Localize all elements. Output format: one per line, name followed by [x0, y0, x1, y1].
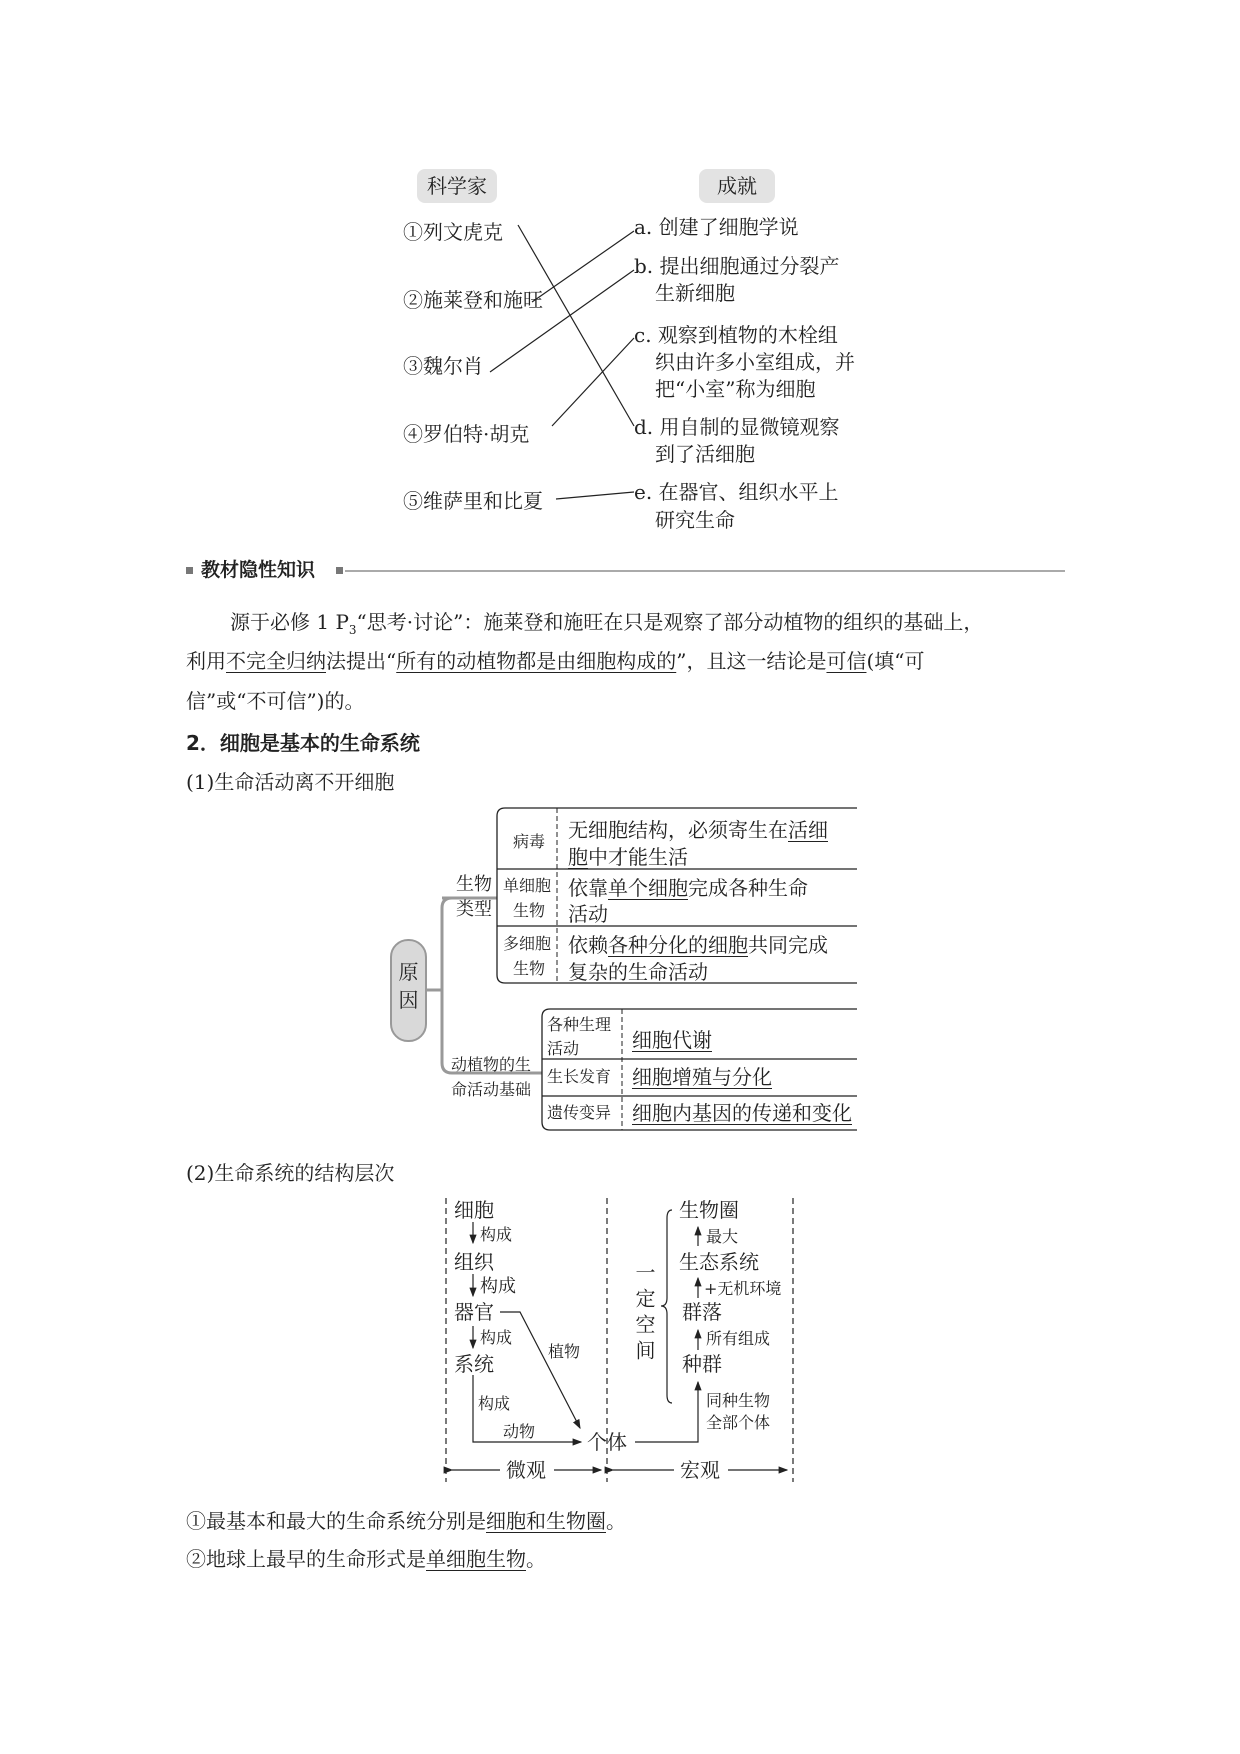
achievement-line: d. 用自制的显微镜观察: [634, 415, 840, 439]
match-line-3-b: [490, 270, 634, 372]
row-label: 生物: [513, 959, 546, 978]
arrow-label: 构成: [480, 1328, 513, 1347]
row-content: 依靠单个细胞完成各种生命: [568, 876, 808, 900]
micro-label: 微观: [506, 1458, 546, 1482]
row-value: 细胞内基因的传递和变化: [632, 1101, 852, 1125]
arrow-label: 构成: [478, 1394, 511, 1413]
level-system: 系统: [454, 1352, 494, 1376]
level-organ: 器官: [454, 1300, 494, 1324]
scientist-header: 科学家: [417, 169, 497, 203]
achievement-line: 把“小室”称为细胞: [655, 377, 816, 401]
level-tissue: 组织: [454, 1250, 494, 1274]
arrow-label: 最大: [706, 1227, 739, 1246]
achievement-line: c. 观察到植物的木栓组: [634, 323, 838, 347]
section-marker-right: [336, 567, 343, 574]
row-content: 胞中才能生活: [568, 845, 688, 869]
row-content: 复杂的生命活动: [568, 960, 708, 984]
arrow-label: 构成: [480, 1276, 516, 1297]
match-line-2-a: [532, 231, 634, 302]
matching-lines: [490, 225, 634, 499]
row-label: 多细胞: [503, 934, 552, 953]
scientist-item: ⑤维萨里和比夏: [403, 489, 543, 513]
arrow-label: 全部个体: [706, 1413, 771, 1432]
level-biosphere: 生物圈: [679, 1198, 739, 1222]
scientist-item: ③魏尔肖: [403, 354, 483, 378]
achievement-line: 到了活细胞: [655, 442, 755, 466]
space-label: 一定空间: [632, 1262, 656, 1366]
row-label: 单细胞: [503, 876, 552, 895]
arrow-label: 构成: [480, 1225, 513, 1244]
arrow-label: +无机环境: [704, 1279, 782, 1298]
row-content: 无细胞结构，必须寄生在活细: [568, 818, 828, 842]
row-value: 细胞增殖与分化: [632, 1065, 772, 1089]
paragraph-line: 利用不完全归纳法提出“所有的动植物都是由细胞构成的”，且这一结论是可信(填“可: [186, 649, 925, 673]
paragraph-line: 源于必修 1 $P_3“$思考·讨论”：施莱登和施旺在只是观察了部分动植物的组织的基础上，: [230, 610, 984, 637]
macro-label: 宏观: [680, 1458, 720, 1482]
branch-label: 动植物的生: [451, 1055, 532, 1074]
root-node: 原 因: [390, 939, 427, 1042]
row-value: 细胞代谢: [632, 1028, 712, 1052]
row-label: 各种生理: [547, 1015, 612, 1034]
section-title: 教材隐性知识: [201, 559, 316, 581]
conclusion-1: ①最基本和最大的生命系统分别是细胞和生物圈。: [186, 1509, 626, 1533]
row-label: 生长发育: [547, 1067, 612, 1086]
achievement-header: 成就: [699, 169, 775, 203]
achievement-line: 生新细胞: [655, 281, 735, 305]
arrow-label: 所有组成: [706, 1329, 771, 1348]
row-label: 活动: [547, 1039, 580, 1058]
section-marker-left: [186, 567, 193, 574]
level-ecosystem: 生态系统: [679, 1250, 759, 1274]
achievement-line: b. 提出细胞通过分裂产: [634, 254, 840, 278]
row-label: 病毒: [513, 832, 546, 851]
row-label: 生物: [513, 901, 546, 920]
achievement-line: e. 在器官、组织水平上: [634, 480, 839, 504]
arrow-label: 同种生物: [706, 1391, 771, 1410]
match-line-1-d: [518, 225, 634, 426]
row-content: 依赖各种分化的细胞共同完成: [568, 933, 828, 957]
subheading: (2)生命系统的结构层次: [186, 1161, 395, 1185]
level-population: 种群: [682, 1352, 722, 1376]
plant-label: 植物: [548, 1342, 581, 1361]
level-community: 群落: [682, 1300, 722, 1324]
animal-label: 动物: [503, 1422, 536, 1441]
row-content: 活动: [568, 902, 608, 926]
achievement-line: a. 创建了细胞学说: [634, 215, 799, 239]
branch-label: 命活动基础: [451, 1080, 532, 1099]
section-heading: 2．细胞是基本的生命系统: [186, 731, 420, 755]
scientist-item: ②施莱登和施旺: [403, 288, 543, 312]
subheading: (1)生命活动离不开细胞: [186, 770, 395, 794]
row-label: 遗传变异: [547, 1103, 612, 1122]
paragraph-line: 信”或“不可信”)的。: [186, 689, 365, 713]
branch-label: 生物: [456, 874, 492, 895]
level-cell: 细胞: [454, 1198, 494, 1222]
scientist-item: ④罗伯特·胡克: [403, 422, 530, 446]
conclusion-2: ②地球上最早的生命形式是单细胞生物。: [186, 1547, 546, 1571]
achievement-line: 织由许多小室组成，并: [655, 350, 855, 374]
level-individual: 个体: [587, 1430, 627, 1454]
branch-label: 类型: [456, 899, 492, 920]
match-line-4-c: [552, 338, 634, 426]
scientist-item: ①列文虎克: [403, 220, 503, 244]
achievement-line: 研究生命: [655, 508, 735, 532]
match-line-5-e: [556, 492, 634, 499]
